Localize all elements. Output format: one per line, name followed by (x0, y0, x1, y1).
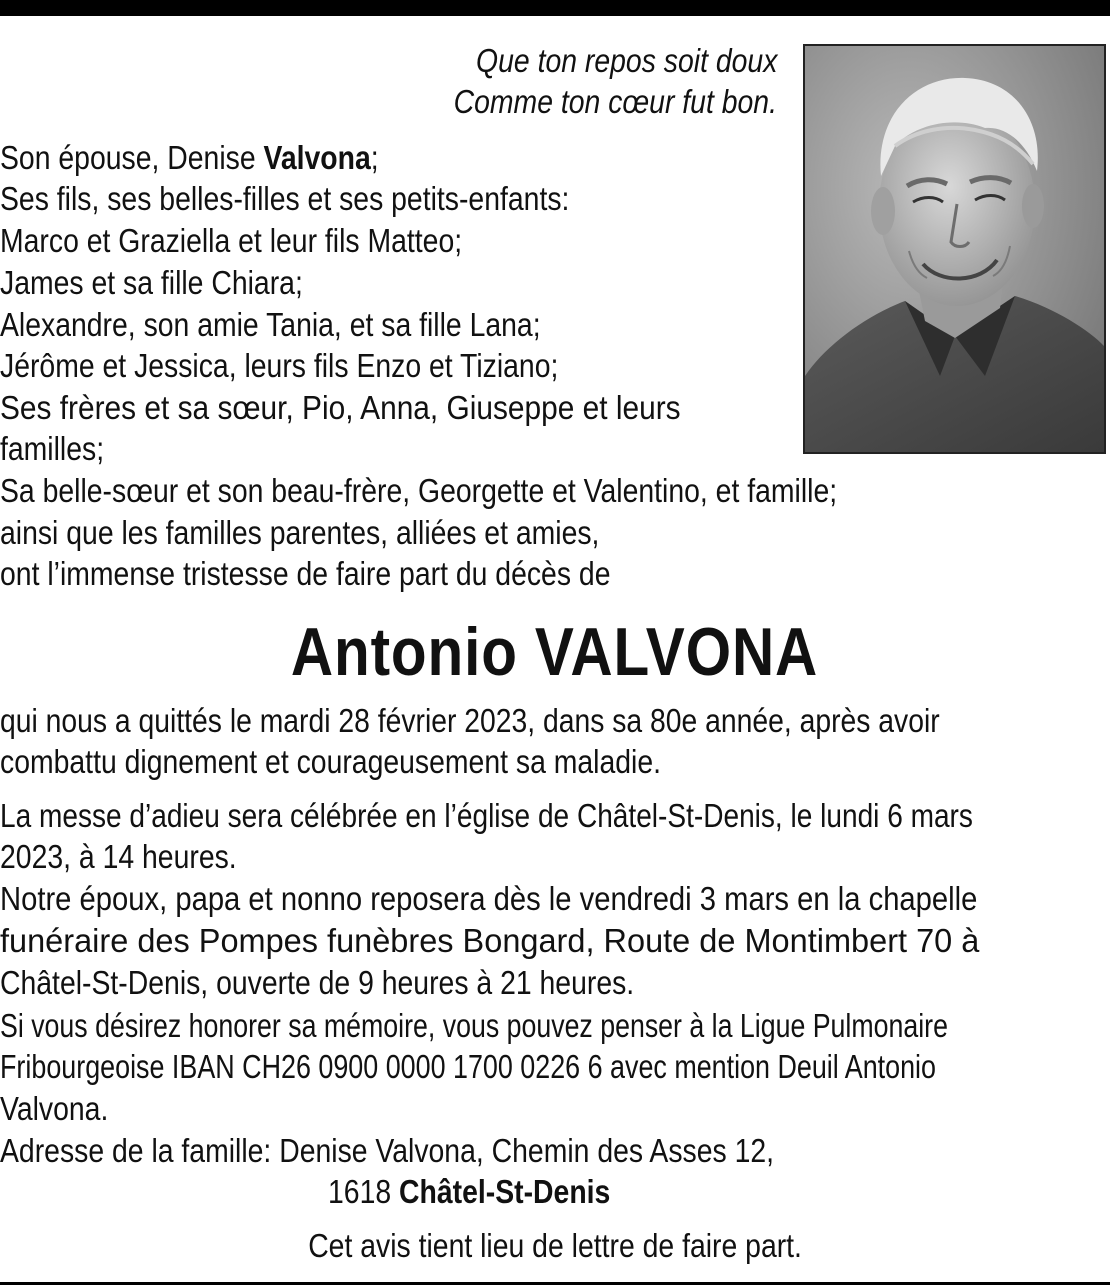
family-line (0, 512, 697, 553)
portrait-photo-icon (805, 46, 1104, 452)
rest-line (0, 962, 737, 1003)
family-line-text: Ses fils, ses belles-filles et ses petits-enfants: (0, 180, 570, 217)
family-line-text: Sa belle-sœur et son beau-frère, Georgette et Valentino, et famille; (0, 472, 838, 509)
family-line (0, 178, 662, 219)
donation-line (0, 1046, 1110, 1087)
epigraph (401, 40, 777, 122)
rest-line (0, 920, 994, 961)
family-line (0, 428, 121, 469)
family-line-text: Marco et Graziella et leur fils Matteo; (0, 222, 463, 259)
death-line-text: qui nous a quittés le mardi 28 février 2023, dans sa 80e année, après avoir (0, 702, 940, 739)
closing-note-text: Cet avis tient lieu de lettre de faire part. (308, 1227, 802, 1264)
family-line (0, 470, 973, 511)
family-line (0, 387, 790, 428)
epigraph-line-2: Comme ton cœur fut bon. (453, 83, 777, 120)
address-city: Châtel-St-Denis (399, 1173, 611, 1210)
family-line (0, 220, 537, 261)
epigraph-line-1: Que ton repos soit doux (475, 42, 777, 79)
portrait-photo (803, 44, 1106, 454)
family-line-text: familles; (0, 430, 105, 467)
rest-line (0, 878, 1104, 919)
family-line-text: Jérôme et Jessica, leurs fils Enzo et Tiziano; (0, 347, 559, 384)
donation-line (0, 1005, 1110, 1046)
deceased-name (0, 612, 1110, 692)
donation-line-text: Si vous désirez honorer sa mémoire, vous pouvez penser à la Ligue Pulmonaire (0, 1007, 948, 1044)
family-line (0, 553, 710, 594)
family-line-text: ainsi que les familles parentes, alliées et amies, (0, 514, 600, 551)
address-line (0, 1130, 900, 1171)
mass-line-text: 2023, à 14 heures. (0, 838, 237, 875)
family-line (0, 304, 629, 345)
family-line (0, 262, 352, 303)
mass-line (0, 795, 1110, 836)
donation-line (0, 1088, 126, 1129)
top-rule (0, 0, 1110, 16)
family-spouse-line (0, 137, 440, 178)
address-zip: 1618 (328, 1173, 400, 1210)
closing-note (0, 1225, 1110, 1266)
rest-line-text: Châtel-St-Denis, ouverte de 9 heures à 21 heures. (0, 964, 635, 1001)
mass-line (0, 836, 275, 877)
family-line (0, 345, 649, 386)
rest-line-text: Notre époux, papa et nonno reposera dès le vendredi 3 mars en la chapelle (0, 880, 978, 917)
rest-line-text: funéraire des Pompes funèbres Bongard, Route de Montimbert 70 à (0, 922, 980, 959)
bottom-rule (0, 1282, 1110, 1285)
spouse-suffix: ; (370, 139, 379, 176)
donation-line-text: Valvona. (0, 1090, 109, 1127)
family-line-text: Ses frères et sa sœur, Pio, Anna, Giuseppe et leurs (0, 389, 681, 426)
deceased-name-text: Antonio VALVONA (291, 614, 819, 690)
death-line (0, 700, 1095, 741)
spouse-surname: Valvona (263, 139, 371, 176)
family-line-text: ont l’immense tristesse de faire part du décès de (0, 555, 611, 592)
family-line-text: Alexandre, son amie Tania, et sa fille Lana; (0, 306, 541, 343)
death-line (0, 741, 769, 782)
family-line-text: James et sa fille Chiara; (0, 264, 303, 301)
death-line-text: combattu dignement et courageusement sa maladie. (0, 743, 662, 780)
address-city-line (328, 1171, 656, 1212)
address-line-text: Adresse de la famille: Denise Valvona, Chemin des Asses 12, (0, 1132, 775, 1169)
donation-line-text: Fribourgeoise IBAN CH26 0900 0000 1700 0226 6 avec mention Deuil Antonio (0, 1048, 936, 1085)
mass-line-text: La messe d’adieu sera célébrée en l’église de Châtel-St-Denis, le lundi 6 mars (0, 797, 973, 834)
spouse-prefix: Son épouse, Denise (0, 139, 264, 176)
